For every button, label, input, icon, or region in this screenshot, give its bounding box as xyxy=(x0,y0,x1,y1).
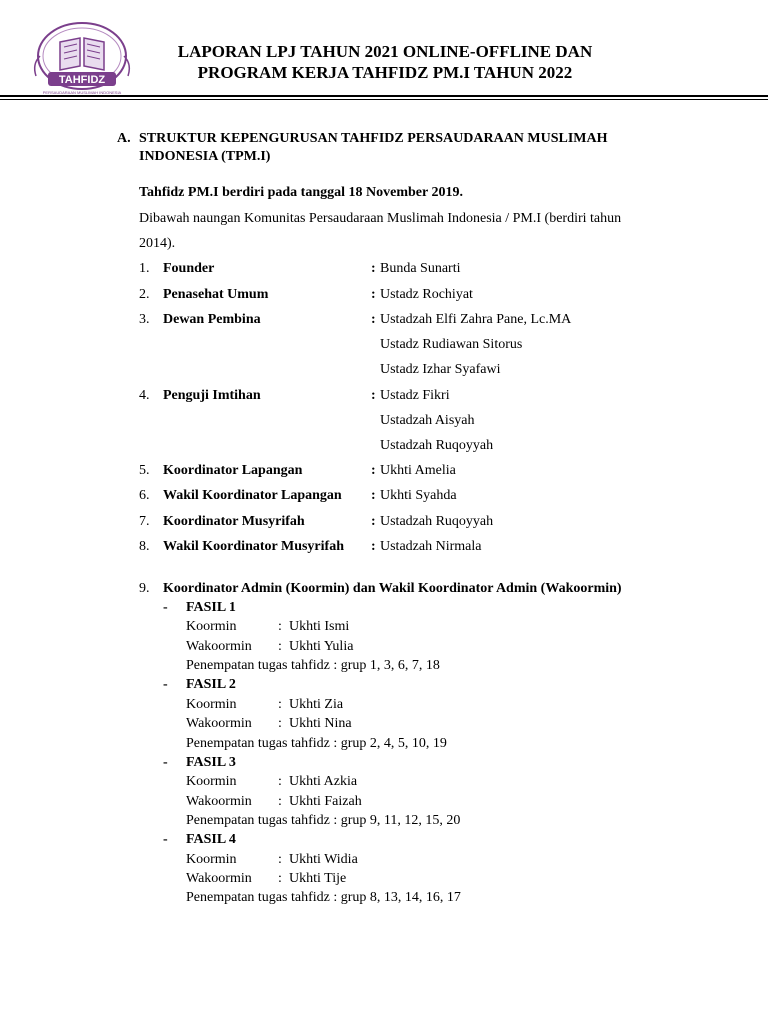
position-name: Ustadzah Elfi Zahra Pane, Lc.MA xyxy=(380,312,572,327)
wakoormin-name: Ukhti Nina xyxy=(289,716,352,731)
position-colon: : xyxy=(371,312,376,327)
position-name: Ustadz Fikri xyxy=(380,388,450,403)
position-number: 7. xyxy=(139,514,150,529)
fasil-bullet: - xyxy=(163,832,168,847)
position-role: Koordinator Musyrifah xyxy=(163,514,305,529)
position-colon: : xyxy=(371,514,376,529)
placement-label: Penempatan tugas tahfidz : grup xyxy=(186,813,367,828)
koormin-colon: : xyxy=(278,619,282,634)
position-name: Ustadz Rudiawan Sitorus xyxy=(380,337,523,352)
fasil-bullet: - xyxy=(163,677,168,692)
logo-text: TAHFIDZ xyxy=(58,74,106,86)
fasil-bullet: - xyxy=(163,600,168,615)
wakoormin-colon: : xyxy=(278,794,282,809)
position-number: 4. xyxy=(139,388,150,403)
koormin-name: Ukhti Zia xyxy=(289,697,344,712)
placement-line xyxy=(186,812,460,830)
community-statement-line2: 2014). xyxy=(139,236,176,251)
wakoormin-colon: : xyxy=(278,716,282,731)
placement-label: Penempatan tugas tahfidz : grup xyxy=(186,736,367,751)
wakoormin-label: Wakoormin xyxy=(186,871,252,886)
placement-groups: 1, 3, 6, 7, 18 xyxy=(369,658,440,673)
position-name: Ustadz Izhar Syafawi xyxy=(380,362,501,377)
document-title xyxy=(150,41,620,83)
wakoormin-colon: : xyxy=(278,639,282,654)
koormin-colon: : xyxy=(278,697,282,712)
header-divider-thin xyxy=(0,99,768,100)
position-role: Penasehat Umum xyxy=(163,287,269,302)
position-name: Ustadzah Nirmala xyxy=(380,539,482,554)
fasil-name: FASIL 3 xyxy=(186,755,236,770)
placement-line xyxy=(186,657,440,675)
logo-subtext: PERSAUDARAAN MUSLIMAH INDONESIA xyxy=(42,90,122,95)
position-role: Koordinator Lapangan xyxy=(163,463,303,478)
community-statement-line1: Dibawah naungan Komunitas Persaudaraan Muslimah Indonesia / PM.I (berdiri tahun xyxy=(139,211,622,226)
position-colon: : xyxy=(371,287,376,302)
position-number: 3. xyxy=(139,312,150,327)
position-name: Ustadz Rochiyat xyxy=(380,287,473,302)
tahfidz-logo xyxy=(30,20,142,100)
position-colon: : xyxy=(371,261,376,276)
koormin-label: Koormin xyxy=(186,774,237,789)
position-colon: : xyxy=(371,488,376,503)
placement-label: Penempatan tugas tahfidz : grup xyxy=(186,890,367,905)
koormin-label: Koormin xyxy=(186,852,237,867)
position-number: 8. xyxy=(139,539,150,554)
position-colon: : xyxy=(371,388,376,403)
koormin-name: Ukhti Ismi xyxy=(289,619,350,634)
admin-number: 9. xyxy=(139,581,150,596)
koormin-name: Ukhti Widia xyxy=(289,852,358,867)
position-name: Ustadzah Aisyah xyxy=(380,413,475,428)
admin-title: Koordinator Admin (Koormin) dan Wakil Koordinator Admin (Wakoormin) xyxy=(163,581,622,596)
koormin-colon: : xyxy=(278,774,282,789)
wakoormin-label: Wakoormin xyxy=(186,794,252,809)
header-divider xyxy=(0,95,768,97)
placement-groups: 2, 4, 5, 10, 19 xyxy=(369,736,447,751)
wakoormin-name: Ukhti Tije xyxy=(289,871,347,886)
wakoormin-name: Ukhti Faizah xyxy=(289,794,362,809)
position-name: Bunda Sunarti xyxy=(380,261,461,276)
position-role: Wakil Koordinator Lapangan xyxy=(163,488,342,503)
position-role: Dewan Pembina xyxy=(163,312,261,327)
position-role: Founder xyxy=(163,261,215,276)
position-number: 2. xyxy=(139,287,150,302)
section-title-line2: INDONESIA (TPM.I) xyxy=(139,149,271,164)
position-name: Ustadzah Ruqoyyah xyxy=(380,514,494,529)
placement-line xyxy=(186,735,447,753)
founded-statement: Tahfidz PM.I berdiri pada tanggal 18 November 2019. xyxy=(139,185,463,200)
wakoormin-name: Ukhti Yulia xyxy=(289,639,354,654)
position-colon: : xyxy=(371,463,376,478)
section-letter: A. xyxy=(117,131,131,146)
section-title-line1: STRUKTUR KEPENGURUSAN TAHFIDZ PERSAUDARAAN MUSLIMAH xyxy=(139,131,608,146)
placement-groups: 9, 11, 12, 15, 20 xyxy=(369,813,461,828)
tahfidz-logo-graphic xyxy=(30,20,142,100)
position-number: 6. xyxy=(139,488,150,503)
position-role: Wakil Koordinator Musyrifah xyxy=(163,539,344,554)
position-number: 5. xyxy=(139,463,150,478)
position-colon: : xyxy=(371,539,376,554)
koormin-name: Ukhti Azkia xyxy=(289,774,358,789)
koormin-label: Koormin xyxy=(186,697,237,712)
fasil-name: FASIL 1 xyxy=(186,600,236,615)
position-name: Ukhti Syahda xyxy=(380,488,457,503)
wakoormin-colon: : xyxy=(278,871,282,886)
position-number: 1. xyxy=(139,261,150,276)
placement-line xyxy=(186,889,461,907)
koormin-label: Koormin xyxy=(186,619,237,634)
document-title-line2: PROGRAM KERJA TAHFIDZ PM.I TAHUN 2022 xyxy=(197,63,573,82)
placement-groups: 8, 13, 14, 16, 17 xyxy=(369,890,461,905)
position-role: Penguji Imtihan xyxy=(163,388,261,403)
placement-label: Penempatan tugas tahfidz : grup xyxy=(186,658,367,673)
fasil-name: FASIL 4 xyxy=(186,832,236,847)
fasil-bullet: - xyxy=(163,755,168,770)
document-title-line1: LAPORAN LPJ TAHUN 2021 ONLINE-OFFLINE DAN xyxy=(177,42,593,61)
wakoormin-label: Wakoormin xyxy=(186,639,252,654)
position-name: Ustadzah Ruqoyyah xyxy=(380,438,494,453)
wakoormin-label: Wakoormin xyxy=(186,716,252,731)
koormin-colon: : xyxy=(278,852,282,867)
position-name: Ukhti Amelia xyxy=(380,463,456,478)
fasil-name: FASIL 2 xyxy=(186,677,236,692)
